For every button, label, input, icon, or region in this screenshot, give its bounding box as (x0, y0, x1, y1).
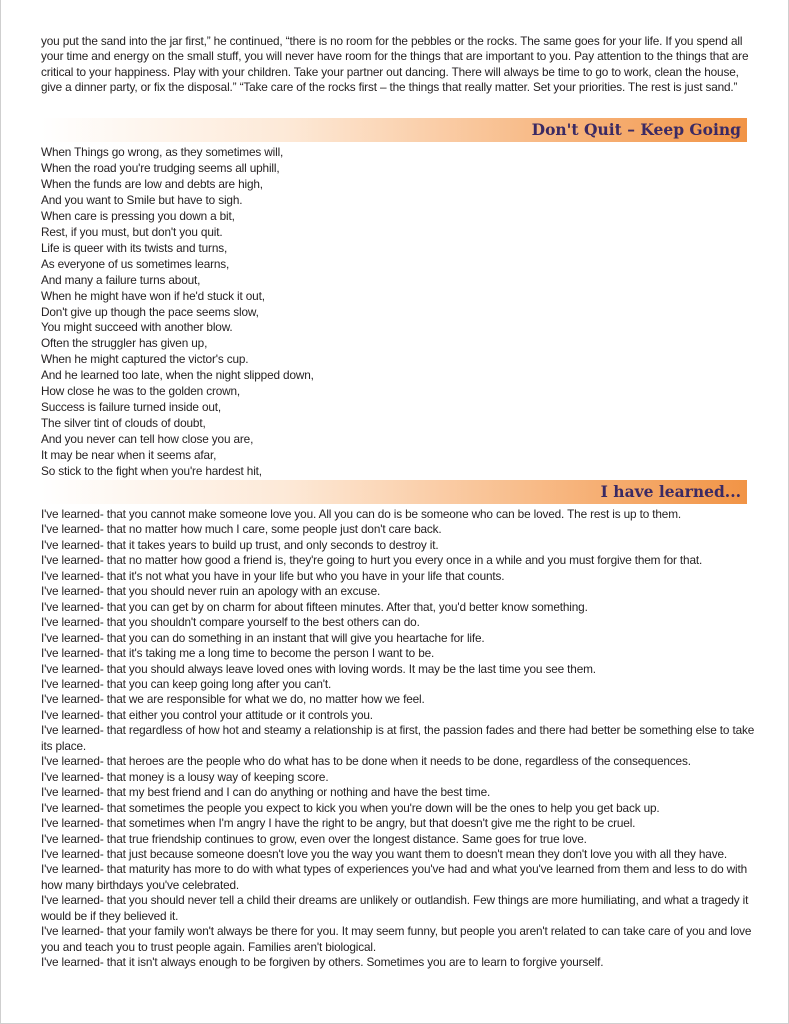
poem-line: The silver tint of clouds of doubt, (41, 416, 206, 431)
section-title: Don't Quit – Keep Going (531, 120, 741, 139)
section-header-i-have-learned (41, 480, 747, 504)
poem-line: Success is failure turned inside out, (41, 400, 222, 415)
learned-item: I've learned- that no matter how good a friend is, they're going to hurt you every once in a while and you must forgive them for that. (41, 553, 703, 568)
poem-line: And he learned too late, when the night slipped down, (41, 368, 314, 383)
learned-item: I've learned- that no matter how much I care, some people just don't care back. (41, 522, 442, 537)
learned-item: I've learned- that regardless of how hot and steamy a relationship is at first, the passion fades and there had better be something else to take its place. (41, 723, 755, 753)
learned-item: I've learned- that you should never tell a child their dreams are unlikely or outlandish. Few things are more humiliating, and what a tragedy it would be if they believed it. (41, 893, 749, 923)
poem-line: Often the struggler has given up, (41, 336, 208, 351)
poem-lines (41, 145, 541, 496)
poem-line: Rest, if you must, but don't you quit. (41, 224, 223, 239)
poem-line: And you never can tell how close you are, (41, 432, 254, 447)
poem-line: When care is pressing you down a bit, (41, 208, 235, 223)
learned-item: I've learned- that you should never ruin an apology with an excuse. (41, 584, 381, 599)
learned-item: I've learned- that you shouldn't compare yourself to the best others can do. (41, 615, 420, 630)
poem-line: It may be near when it seems afar, (41, 448, 217, 463)
poem-line: Life is queer with its twists and turns, (41, 240, 228, 255)
learned-item: I've learned- that just because someone doesn't love you the way you want them to doesn't mean they don't love you with all they have. (41, 846, 728, 861)
poem-line: You might succeed with another blow. (41, 320, 233, 335)
learned-item: I've learned- that you should always leave loved ones with loving words. It may be the last time you see them. (41, 661, 596, 676)
learned-item: I've learned- that true friendship continues to grow, even over the longest distance. Same goes for true love. (41, 831, 587, 846)
poem-line: And many a failure turns about, (41, 272, 201, 287)
section-title: I have learned... (600, 482, 741, 501)
learned-item: I've learned- that sometimes the people you expect to kick you when you're down will be the ones to help you get back up. (41, 800, 660, 815)
learned-item: I've learned- that money is a lousy way of keeping score. (41, 769, 329, 784)
learned-item: I've learned- that it isn't always enough to be forgiven by others. Sometimes you are to learn to forgive yourself. (41, 955, 604, 970)
poem-line: So stick to the fight when you're hardest hit, (41, 464, 262, 479)
learned-item: I've learned- that sometimes when I'm angry I have the right to be angry, but that doesn't give me the right to be cruel. (41, 816, 636, 831)
poem-line: When Things go wrong, as they sometimes will, (41, 145, 284, 159)
learned-item: I've learned- that you can keep going long after you can't. (41, 676, 332, 691)
learned-item: I've learned- that we are responsible for what we do, no matter how we feel. (41, 692, 425, 707)
poem-line: As everyone of us sometimes learns, (41, 256, 230, 271)
poem-line: Don't give up though the pace seems slow, (41, 304, 259, 319)
learned-item: I've learned- that either you control your attitude or it controls you. (41, 707, 373, 722)
poem-line: When he might have won if he'd stuck it out, (41, 288, 265, 303)
learned-item: I've learned- that it's not what you have in your life but who you have in your life that counts. (41, 568, 505, 583)
poem-line: When the funds are low and debts are high, (41, 176, 263, 191)
poem-line: And you want to Smile but have to sigh. (41, 192, 243, 207)
learned-item: I've learned- that maturity has more to do with what types of experiences you've had and what you've learned from them and less to do with how many birthdays you've celebrated. (41, 862, 748, 892)
learned-item: I've learned- that you cannot make someone love you. All you can do is be someone who can be loved. The rest is up to them. (41, 507, 682, 521)
poem-line: When the road you're trudging seems all uphill, (41, 160, 280, 175)
learned-list (41, 507, 756, 971)
learned-item: I've learned- that it takes years to build up trust, and only seconds to destroy it. (41, 537, 439, 552)
learned-item: I've learned- that heroes are the people who do what has to be done when it needs to be done, regardless of the consequences. (41, 754, 691, 769)
section-header-dont-quit (41, 118, 747, 142)
intro-paragraph: you put the sand into the jar first,” he continued, “there is no room for the pebbles or the rocks. The same goes for your life. If you spend all your time and energy on the small stuff, you will never have room for the things that are important to you. Pay attention to the things that are critical to your happiness. Play with your children. Take your partner out dancing. There will always be time to go to work, clean the house, give a dinner party, or fix the disposal.” “Take care of the rocks first – the things that really matter. Set your priorities. The rest is just sand.” (41, 34, 749, 95)
learned-item: I've learned- that it's taking me a long time to become the person I want to be. (41, 646, 435, 661)
learned-item: I've learned- that you can do something in an instant that will give you heartache for life. (41, 630, 485, 645)
learned-item: I've learned- that your family won't always be there for you. It may seem funny, but people you aren't related to can take care of you and love you and teach you to trust people again. Families aren't biological. (41, 924, 752, 954)
poem-line: How close he was to the golden crown, (41, 384, 241, 399)
learned-item: I've learned- that my best friend and I can do anything or nothing and have the best time. (41, 785, 491, 800)
learned-item: I've learned- that you can get by on charm for about fifteen minutes. After that, you'd better know something. (41, 599, 588, 614)
poem-line: When he might captured the victor's cup. (41, 352, 249, 367)
